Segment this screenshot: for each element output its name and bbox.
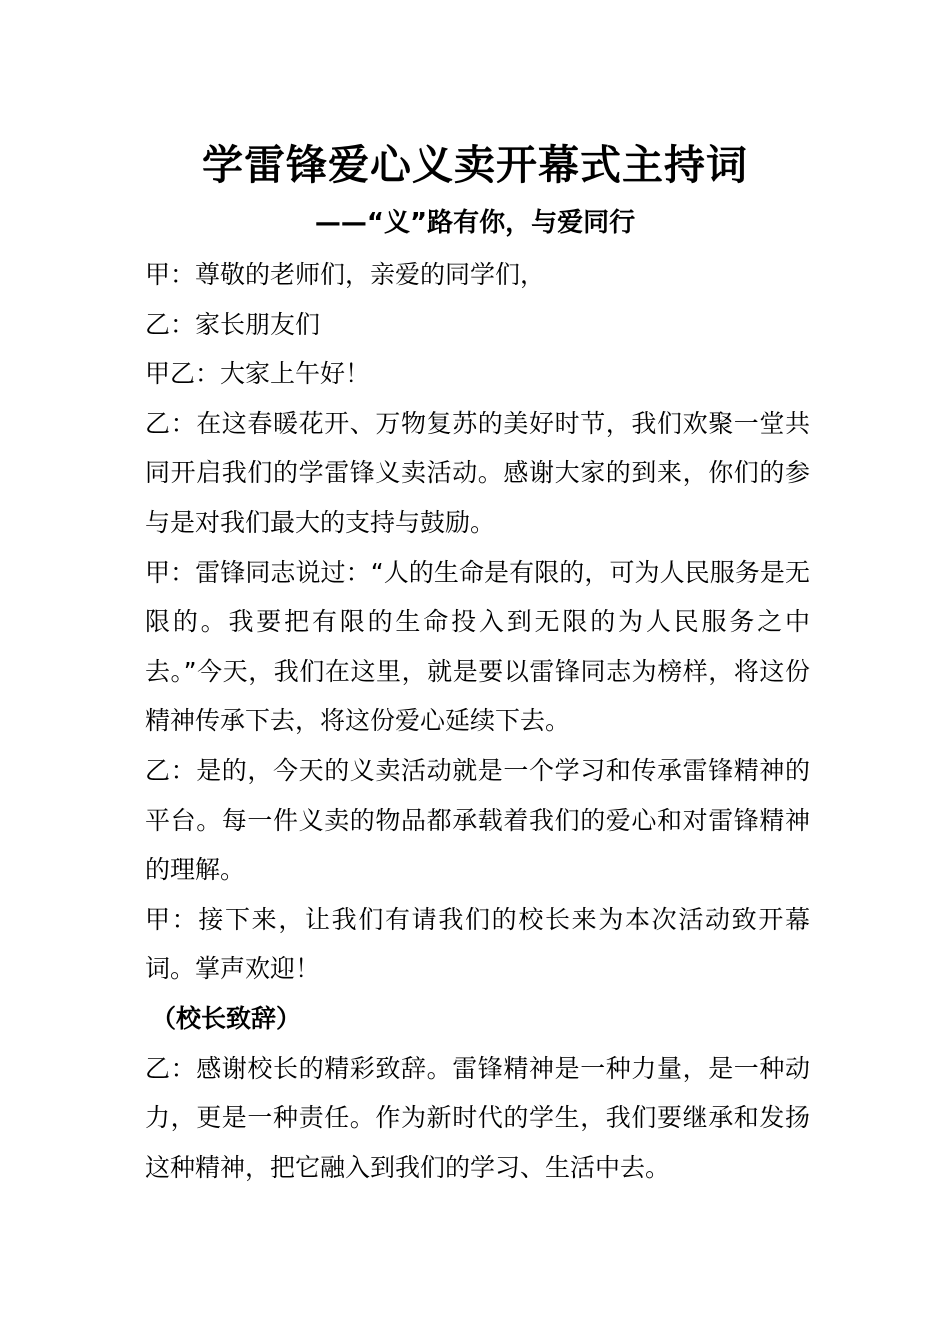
paragraph: 乙：家长朋友们 (145, 309, 321, 339)
paragraph: 甲：接下来，让我们有请我们的校长来为本次活动致开幕词。掌声欢迎！ (145, 904, 810, 984)
paragraph: 乙：感谢校长的精彩致辞。雷锋精神是一种力量，是一种动力，更是一种责任。作为新时代的学生，我们要继承和发扬这种精神，把它融入到我们的学习、生活中去。 (145, 1053, 810, 1182)
document-subtitle: ——“义”路有你，与爱同行 (314, 208, 636, 238)
document-body (145, 250, 810, 1192)
paragraph: 甲：尊敬的老师们，亲爱的同学们， (145, 260, 546, 289)
paragraph: 甲：雷锋同志说过：“人的生命是有限的，可为人民服务是无限的。我要把有限的生命投入到无限的为人民服务之中去。”今天，我们在这里，就是要以雷锋同志为榜样，将这份精神传承下去，将这份爱心延续下去。 (145, 557, 810, 736)
document-title: 学雷锋爱心义卖开幕式主持词 (202, 141, 748, 189)
paragraph: 乙：在这春暖花开、万物复苏的美好时节，我们欢聚一堂共同开启我们的学雷锋义卖活动。感谢大家的到来，你们的参与是对我们最大的支持与鼓励。 (145, 408, 810, 537)
paragraph: 乙：是的，今天的义卖活动就是一个学习和传承雷锋精神的平台。每一件义卖的物品都承载着我们的爱心和对雷锋精神的理解。 (145, 755, 810, 885)
paragraph: 甲乙：大家上午好！ (145, 359, 371, 389)
stage-note: （校长致辞） (151, 1003, 302, 1033)
